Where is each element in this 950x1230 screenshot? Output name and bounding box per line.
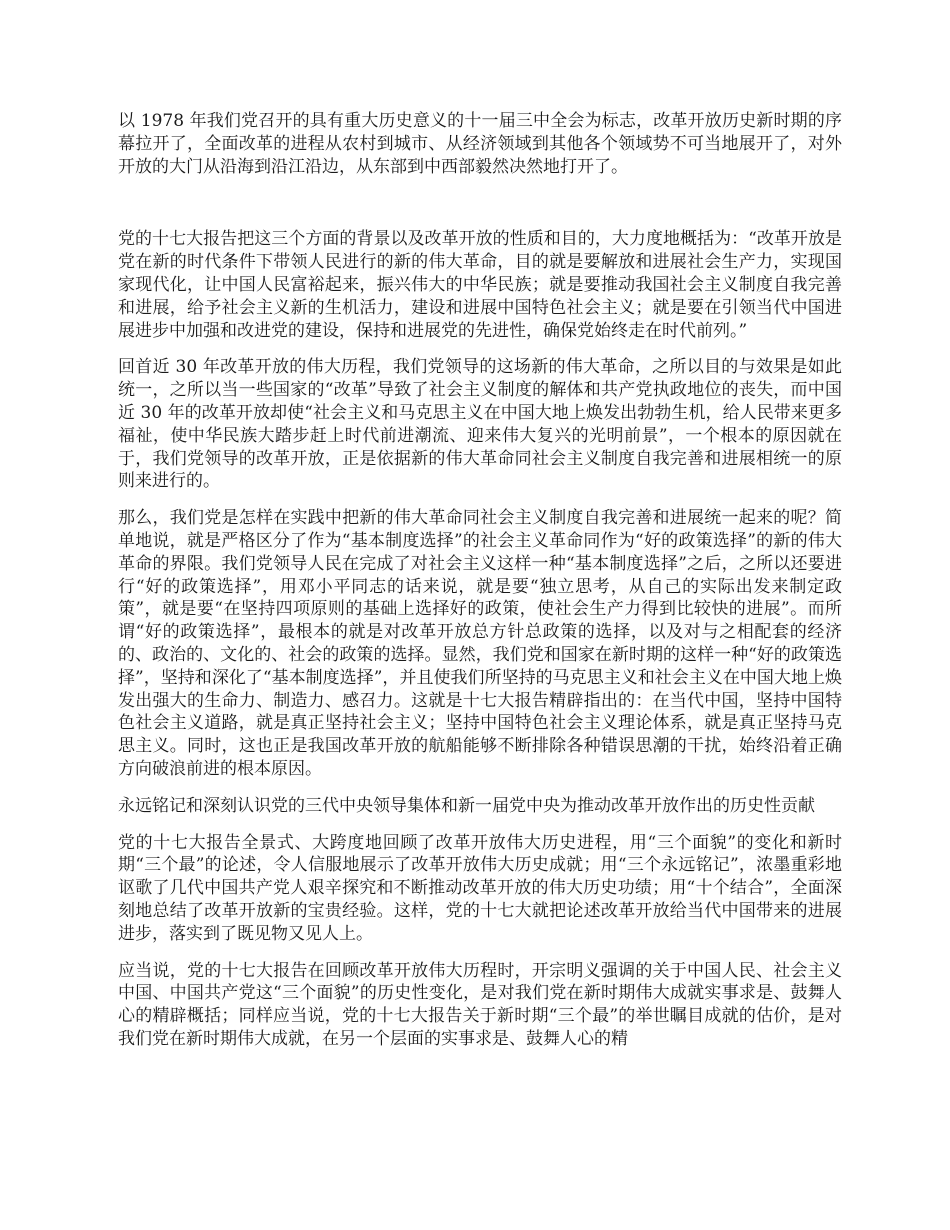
paragraph-panorama: 党的十七大报告全景式、大跨度地回顾了改革开放伟大历史进程，用“三个面貌”的变化和新时期“三个最”的论述，令人信服地展示了改革开放伟大历史成就；用“三个永远铭记”，浓墨重彩地讴歌了几代中国共产党人艰辛探究和不断推动改革开放的伟大历史功绩；用“十个结合”，全面深刻地总结了改革开放新的宝贵经验。这样，党的十七大就把论述改革开放给当代中国带来的进展进步，落实到了既见物又见人上。 [118,832,842,944]
paragraph-policy-choice: 那么，我们党是怎样在实践中把新的伟大革命同社会主义制度自我完善和进展统一起来的呢？简单地说，就是严格区分了作为“基本制度选择”的社会主义革命同作为“好的政策选择”的新的伟大革命的界限。我们党领导人民在完成了对社会主义这样一种“基本制度选择”之后，之所以还要进行“好的政策选择”，用邓小平同志的话来说，就是要“独立思考，从自己的实际出发来制定政策”，就是要“在坚持四项原则的基础上选择好的政策，使社会生产力得到比较快的进展”。而所谓“好的政策选择”，最根本的就是对改革开放总方针总政策的选择，以及对与之相配套的经济的、政治的、文化的、社会的政策的选择。显然，我们党和国家在新时期的这样一种“好的政策选择”，坚持和深化了“基本制度选择”，并且使我们所坚持的马克思主义和社会主义在中国大地上焕发出强大的生命力、制造力、感召力。这就是十七大报告精辟指出的：在当代中国，坚持中国特色社会主义道路，就是真正坚持社会主义；坚持中国特色社会主义理论体系，就是真正坚持马克思主义。同时，这也正是我国改革开放的航船能够不断排除各种错误思潮的干扰，始终沿着正确方向破浪前进的根本原因。 [118,508,842,779]
paragraph-intro: 以 1978 年我们党召开的具有重大历史意义的十一届三中全会为标志，改革开放历史新时期的序幕拉开了，全面改革的进程从农村到城市、从经济领域到其他各个领域势不可当地展开了，对外开放的大门从沿海到沿江沿边，从东部到中西部毅然决然地打开了。 [118,111,842,177]
paragraph-report-summary: 党的十七大报告把这三个方面的背景以及改革开放的性质和目的，大力度地概括为：“改革开放是党在新的时代条件下带领人民进行的新的伟大革命，目的就是要解放和进展社会生产力，实现国家现代化，让中国人民富裕起来，振兴伟大的中华民族；就是要推动我国社会主义制度自我完善和进展，给予社会主义新的生机活力，建设和进展中国特色社会主义；就是要在引领当代中国进展进步中加强和改进党的建设，保持和进展党的先进性，确保党始终走在时代前列。” [118,229,842,341]
paragraph-review-30-years: 回首近 30 年改革开放的伟大历程，我们党领导的这场新的伟大革命，之所以目的与效果是如此统一，之所以当一些国家的“改革”导致了社会主义制度的解体和共产党执政地位的丧失，而中国近 30 年的改革开放却使“社会主义和马克思主义在中国大地上焕发出勃勃生机，给人民带来更多福祉，使中华民族大踏步赶上时代前进潮流、迎来伟大复兴的光明前景”，一个根本的原因就在于，我们党领导的改革开放，正是依据新的伟大革命同社会主义制度自我完善和进展相统一的原则来进行的。 [118,357,842,492]
paragraph-three-aspects: 应当说，党的十七大报告在回顾改革开放伟大历程时，开宗明义强调的关于中国人民、社会主义中国、中国共产党这“三个面貌”的历史性变化，是对我们党在新时期伟大成就实事求是、鼓舞人心的精辟概括；同样应当说，党的十七大报告关于新时期“三个最”的举世瞩目成就的估价，是对我们党在新时期伟大成就，在另一个层面的实事求是、鼓舞人心的精 [118,960,842,1049]
document-page [118,110,842,1051]
section-heading: 永远铭记和深刻认识党的三代中央领导集体和新一届党中央为推动改革开放作出的历史性贡献 [118,795,815,816]
